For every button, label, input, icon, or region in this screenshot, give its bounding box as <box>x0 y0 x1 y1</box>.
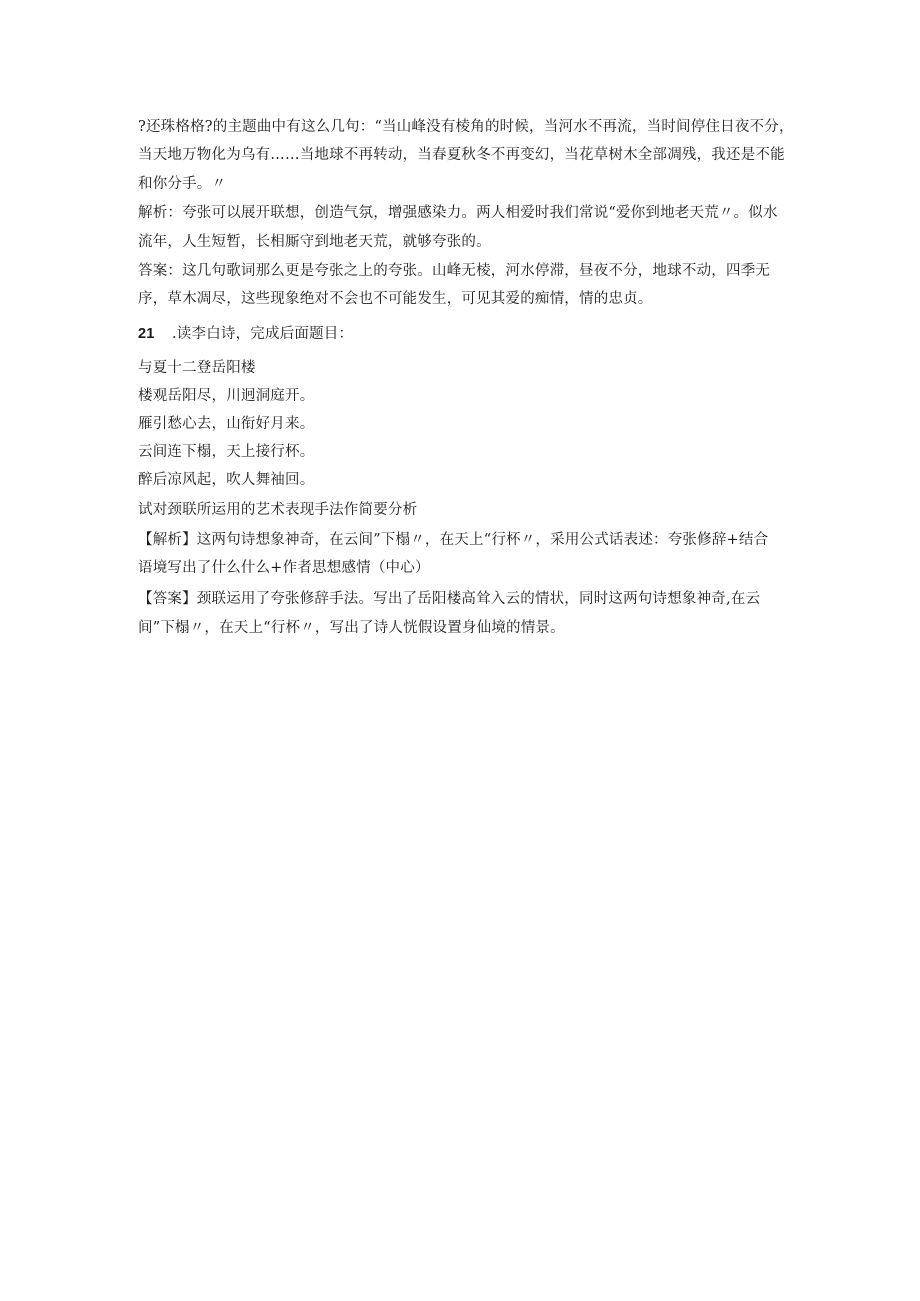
answer-block-line-1: 【答案】颈联运用了夸张修辞手法。写出了岳阳楼高耸入云的情状，同时这两句诗想象神奇,在云 <box>138 591 761 607</box>
poem-line-2: 雁引愁心去，山衔好月来。 <box>138 416 315 432</box>
intro-line-1: ?还珠格格?的主题曲中有这么几句：“当山峰没有棱角的时候，当河水不再流，当时间停住日夜不分， <box>138 119 794 135</box>
question-text: .读李白诗，完成后面题目： <box>172 326 354 342</box>
question-heading <box>138 324 353 344</box>
intro-line-3: 和你分手。〃 <box>138 176 227 192</box>
analysis-line-1: 【解析】这两句诗想象神奇，在云间”下榻〃，在天上“行杯〃，采用公式话表述：夸张修辞+结合 <box>138 532 769 548</box>
poem-line-1: 楼观岳阳尽，川迥洞庭开。 <box>138 388 315 404</box>
analysis-line-2: 语境写出了什么什么+作者思想感情（中心） <box>138 560 430 576</box>
answer-line-1: 答案：这几句歌词那么更是夸张之上的夸张。山峰无棱，河水停滞，昼夜不分，地球不动，四季无 <box>138 263 771 279</box>
intro-line-2: 当天地万物化为乌有……当地球不再转动，当春夏秋冬不再变幻，当花草树木全部凋残，我还是不能 <box>138 147 785 163</box>
explanation-line-2: 流年，人生短暂，长相厮守到地老天荒，就够夸张的。 <box>138 234 491 250</box>
question-number: 21 <box>138 326 155 342</box>
poem-line-3: 云间连下榻，天上接行杯。 <box>138 444 315 460</box>
answer-block-line-2: 间”下榻〃，在天上“行杯〃，写出了诗人恍假设置身仙境的情景。 <box>138 620 565 636</box>
answer-line-2: 序，草木凋尽，这些现象绝对不会也不可能发生，可见其爱的痴情，情的忠贞。 <box>138 291 653 307</box>
poem-line-4: 醉后凉风起，吹人舞袖回。 <box>138 472 315 488</box>
poem-title: 与夏十二登岳阳楼 <box>138 360 256 376</box>
explanation-line-1: 解析：夸张可以展开联想，创造气氛，增强感染力。两人相爱时我们常说“爱你到地老天荒〃。似水 <box>138 205 778 221</box>
task-prompt: 试对颈联所运用的艺术表现手法作简要分析 <box>138 502 418 518</box>
